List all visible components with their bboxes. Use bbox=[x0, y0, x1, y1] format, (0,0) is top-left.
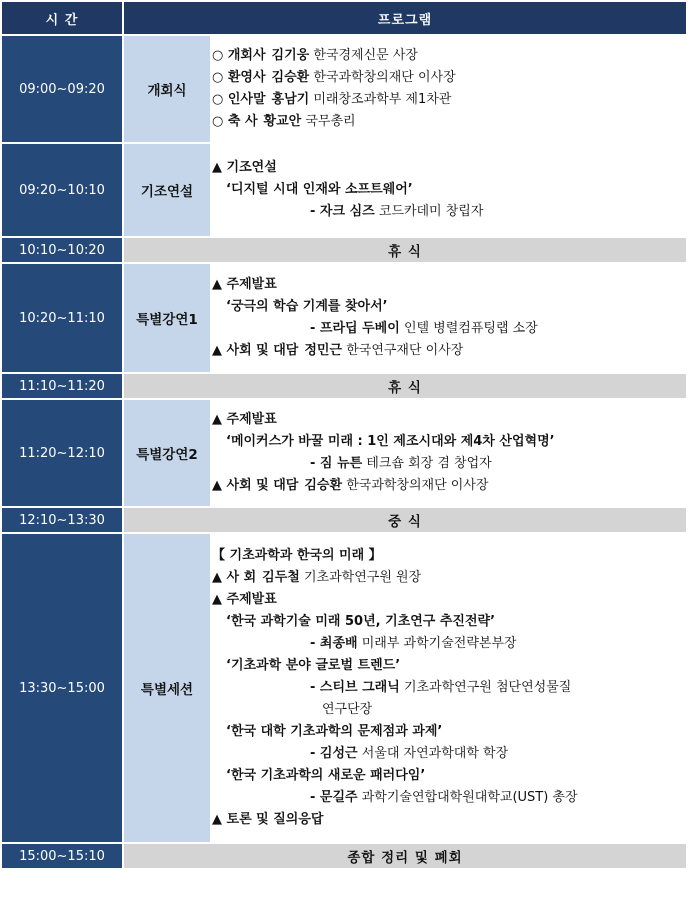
time-cell: 09:00~09:20 bbox=[2, 36, 124, 144]
program-line: ○ 인사말 홍남기 미래창조과학부 제1차관 bbox=[212, 92, 452, 107]
break-label: 중 식 bbox=[124, 508, 688, 534]
program-line: ○ 축 사 황교안 국무총리 bbox=[212, 114, 356, 129]
schedule-row bbox=[2, 144, 688, 238]
header-row bbox=[2, 2, 688, 36]
session-label: 특별세션 bbox=[124, 534, 212, 844]
program-line: ▲ 주제발표 bbox=[212, 592, 277, 607]
schedule-row bbox=[2, 400, 688, 508]
moderator-line: ▲ 사 회 김두철 기초과학연구원 원장 bbox=[212, 570, 422, 585]
program-line: ▲ 주제발표 bbox=[212, 412, 277, 427]
program-cell bbox=[212, 264, 688, 374]
closing-label: 종합 정리 및 폐회 bbox=[124, 844, 688, 870]
speaker-line: - 자크 심즈 코드카데미 창립자 bbox=[310, 204, 484, 219]
speaker-line: - 최종배 미래부 과학기술전략본부장 bbox=[310, 636, 517, 651]
time-cell: 10:10~10:20 bbox=[2, 238, 124, 264]
program-cell bbox=[212, 144, 688, 238]
session-label: 개회식 bbox=[124, 36, 212, 144]
break-label: 휴 식 bbox=[124, 238, 688, 264]
schedule-row bbox=[2, 534, 688, 844]
break-row bbox=[2, 508, 688, 534]
time-cell: 15:00~15:10 bbox=[2, 844, 124, 870]
time-cell: 11:20~12:10 bbox=[2, 400, 124, 508]
speaker-line: - 짐 뉴튼 테크숍 회장 겸 창업자 bbox=[310, 456, 492, 471]
time-cell: 12:10~13:30 bbox=[2, 508, 124, 534]
moderator-line: ▲ 사회 및 대담 김승환 한국과학창의재단 이사장 bbox=[212, 478, 489, 493]
program-cell bbox=[212, 400, 688, 508]
schedule-row bbox=[2, 264, 688, 374]
talk-title: ‘궁극의 학습 기계를 찾아서’ bbox=[226, 299, 388, 314]
break-row bbox=[2, 844, 688, 870]
program-schedule-table bbox=[2, 2, 688, 870]
speaker-line: - 문길주 과학기술연합대학원대학교(UST) 총장 bbox=[310, 790, 578, 805]
session-label: 기조연설 bbox=[124, 144, 212, 238]
program-line: ○ 환영사 김승환 한국과학창의재단 이사장 bbox=[212, 70, 456, 85]
program-cell bbox=[212, 534, 688, 844]
break-label: 휴 식 bbox=[124, 374, 688, 400]
session-title: 【 기초과학과 한국의 미래 】 bbox=[212, 548, 382, 563]
program-cell bbox=[212, 36, 688, 144]
schedule-row bbox=[2, 36, 688, 144]
talk-title: ‘한국 과학기술 미래 50년, 기초연구 추진전략’ bbox=[226, 614, 496, 629]
session-label: 특별강연1 bbox=[124, 264, 212, 374]
program-line: ○ 개회사 김기웅 한국경제신문 사장 bbox=[212, 48, 418, 63]
moderator-line: ▲ 사회 및 대담 정민근 한국연구재단 이사장 bbox=[212, 343, 464, 358]
session-label: 특별강연2 bbox=[124, 400, 212, 508]
talk-title: ‘기초과학 분야 글로벌 트렌드’ bbox=[226, 658, 401, 673]
speaker-line: - 프라딥 두베이 인텔 병렬컴퓨팅랩 소장 bbox=[310, 321, 538, 336]
header-time: 시 간 bbox=[2, 2, 124, 36]
program-line: ▲ 주제발표 bbox=[212, 277, 277, 292]
talk-title: ‘한국 대학 기초과학의 문제점과 과제’ bbox=[226, 724, 443, 739]
speaker-line: - 스티브 그래닉 기초과학연구원 첨단연성물질 bbox=[310, 680, 572, 695]
time-cell: 09:20~10:10 bbox=[2, 144, 124, 238]
program-line: ▲ 기조연설 bbox=[212, 160, 277, 175]
break-row bbox=[2, 374, 688, 400]
break-row bbox=[2, 238, 688, 264]
talk-title: ‘디지털 시대 인재와 소프트웨어’ bbox=[226, 182, 413, 197]
talk-title: ‘메이커스가 바꿀 미래 : 1인 제조시대와 제4차 산업혁명’ bbox=[226, 434, 555, 449]
time-cell: 10:20~11:10 bbox=[2, 264, 124, 374]
time-cell: 13:30~15:00 bbox=[2, 534, 124, 844]
speaker-line: - 김성근 서울대 자연과학대학 학장 bbox=[310, 746, 509, 761]
speaker-line-continued: 연구단장 bbox=[322, 702, 373, 717]
program-line: ▲ 토론 및 질의응답 bbox=[212, 812, 324, 827]
talk-title: ‘한국 기초과학의 새로운 패러다임’ bbox=[226, 768, 426, 783]
header-program: 프로그램 bbox=[124, 2, 688, 36]
time-cell: 11:10~11:20 bbox=[2, 374, 124, 400]
